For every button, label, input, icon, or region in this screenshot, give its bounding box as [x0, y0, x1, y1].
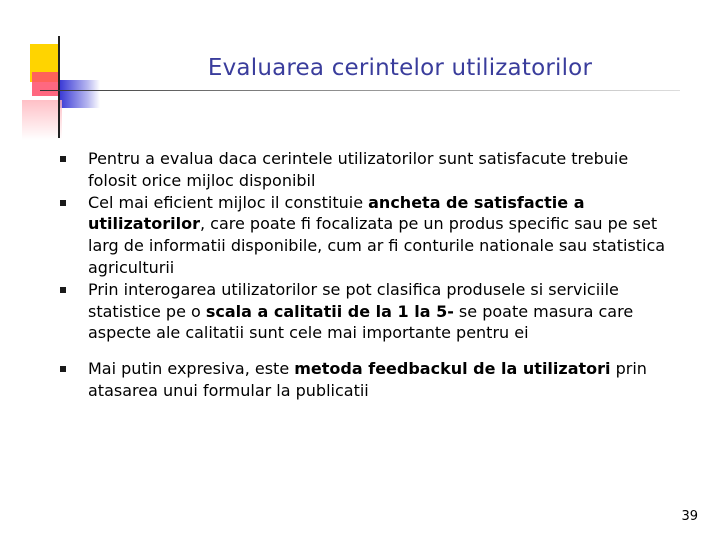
bullet-emphasis: ancheta de satisfactie a utilizatorilor: [88, 192, 585, 234]
decor-pink-gradient: [22, 100, 62, 140]
slide-title: Evaluarea cerintelor utilizatorilor: [207, 55, 593, 81]
title-underline: [40, 90, 680, 91]
bullet-text: Mai putin expresiva, este: [88, 359, 295, 379]
bullet-text: Pentru a evalua daca cerintele utilizatorilor sunt satisfacute trebuie folosit orice mijloc disponibil: [88, 149, 629, 190]
bullet-list: [60, 148, 670, 402]
decor-red-square: [32, 72, 60, 96]
bullet-item: [60, 358, 670, 402]
page-number: 39: [681, 509, 698, 524]
bullet-item: [60, 279, 670, 344]
bullet-item: [60, 192, 670, 279]
bullet-text: Prin interogarea utilizatorilor se pot clasifica produsele si serviciile statistice pe o: [88, 279, 619, 321]
bullet-text: Cel mai eficient mijloc il constituie: [88, 192, 369, 212]
bullet-text: prin atasarea unui formular la publicatii: [88, 359, 647, 400]
bullet-text: , care poate fi focalizata pe un produs specific sau pe set larg de informatii disponibile, cum ar fi conturile nationale sau statistica agriculturii: [88, 214, 666, 277]
bullet-text: se poate masura care aspecte ale calitatii sunt cele mai importante pentru ei: [88, 301, 634, 343]
square-bullet-icon: [60, 200, 66, 206]
square-bullet-icon: [60, 366, 66, 372]
decor-blue-gradient: [60, 80, 100, 108]
decor-vertical-line: [58, 36, 60, 138]
square-bullet-icon: [60, 287, 66, 293]
bullet-item: [60, 148, 670, 192]
square-bullet-icon: [60, 156, 66, 162]
bullet-emphasis: metoda feedbackul de la utilizatori: [294, 359, 611, 379]
bullet-emphasis: scala a calitatii de la 1 la 5-: [205, 301, 454, 321]
